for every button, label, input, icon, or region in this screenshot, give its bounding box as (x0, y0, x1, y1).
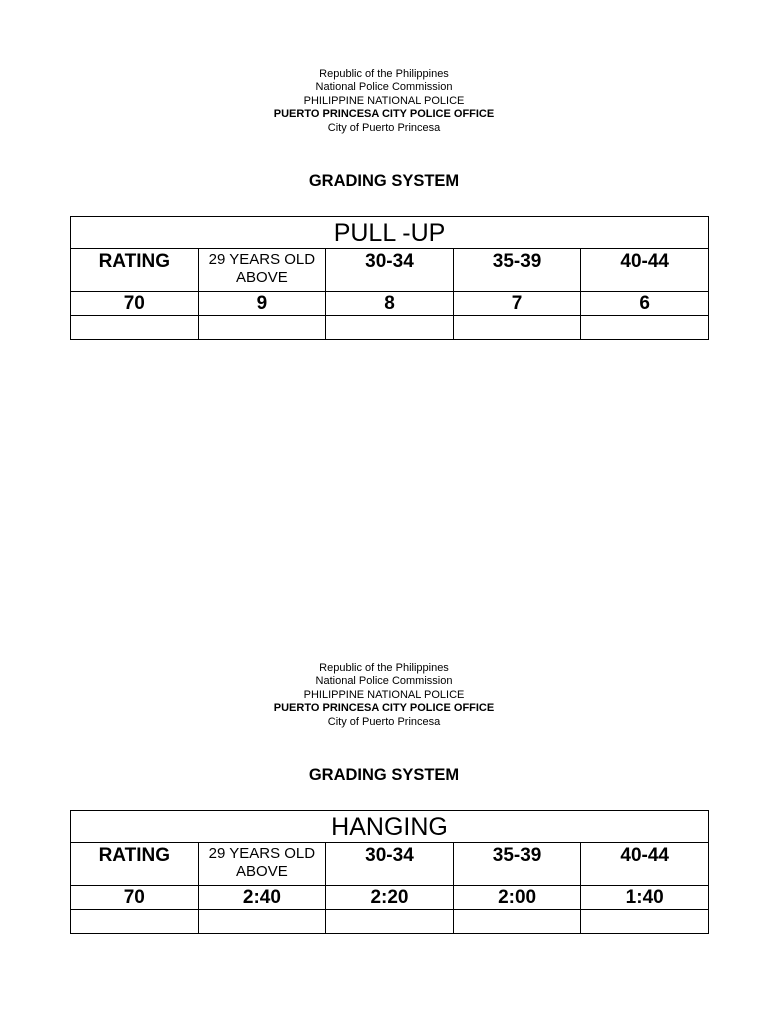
value-cell: 7 (453, 292, 581, 316)
letterhead-office: PUERTO PRINCESA CITY POLICE OFFICE (273, 702, 495, 715)
empty-row (71, 316, 709, 340)
empty-row (71, 910, 709, 934)
value-cell: 1:40 (581, 886, 709, 910)
letterhead-line: Republic of the Philippines (319, 662, 449, 674)
letterhead-line: National Police Commission (315, 81, 453, 94)
value-cell: 6 (581, 292, 709, 316)
table-row (71, 292, 709, 316)
empty-cell (198, 910, 326, 934)
header-cell: RATING (71, 249, 199, 292)
empty-cell (326, 910, 454, 934)
value-cell: 70 (71, 886, 199, 910)
header-cell: 40-44 (581, 843, 709, 886)
letterhead-line: Republic of the Philippines (319, 68, 449, 80)
value-cell: 2:40 (198, 886, 326, 910)
letterhead-line: City of Puerto Princesa (327, 121, 441, 134)
table-title: HANGING (71, 811, 709, 843)
pull-up-table (70, 216, 709, 340)
grading-section-pull-up (0, 68, 768, 314)
empty-cell (71, 910, 199, 934)
value-cell: 2:20 (326, 886, 454, 910)
empty-cell (326, 316, 454, 340)
table-header-row (71, 843, 709, 886)
empty-cell (198, 316, 326, 340)
header-cell: 29 YEARS OLD ABOVE (198, 843, 326, 886)
value-cell: 8 (326, 292, 454, 316)
empty-cell (581, 316, 709, 340)
empty-cell (71, 316, 199, 340)
grading-section-hanging (0, 662, 768, 908)
grading-system-title: GRADING SYSTEM (308, 172, 460, 191)
table-row (71, 886, 709, 910)
table-title: PULL -UP (71, 217, 709, 249)
value-cell: 70 (71, 292, 199, 316)
letterhead (0, 662, 768, 729)
header-cell: 35-39 (453, 249, 581, 292)
letterhead-line: City of Puerto Princesa (327, 715, 441, 728)
value-cell: 9 (198, 292, 326, 316)
table-header-row (71, 249, 709, 292)
header-cell: 29 YEARS OLD ABOVE (198, 249, 326, 292)
header-cell: 30-34 (326, 843, 454, 886)
hanging-table (70, 810, 709, 934)
grading-system-title: GRADING SYSTEM (308, 766, 460, 785)
letterhead-line: National Police Commission (315, 675, 453, 688)
header-cell: RATING (71, 843, 199, 886)
letterhead-line: PHILIPPINE NATIONAL POLICE (303, 688, 465, 701)
value-cell: 2:00 (453, 886, 581, 910)
letterhead (0, 68, 768, 135)
empty-cell (453, 316, 581, 340)
empty-cell (453, 910, 581, 934)
header-cell: 40-44 (581, 249, 709, 292)
letterhead-office: PUERTO PRINCESA CITY POLICE OFFICE (273, 108, 495, 121)
empty-cell (581, 910, 709, 934)
header-cell: 30-34 (326, 249, 454, 292)
header-cell: 35-39 (453, 843, 581, 886)
letterhead-line: PHILIPPINE NATIONAL POLICE (303, 94, 465, 107)
